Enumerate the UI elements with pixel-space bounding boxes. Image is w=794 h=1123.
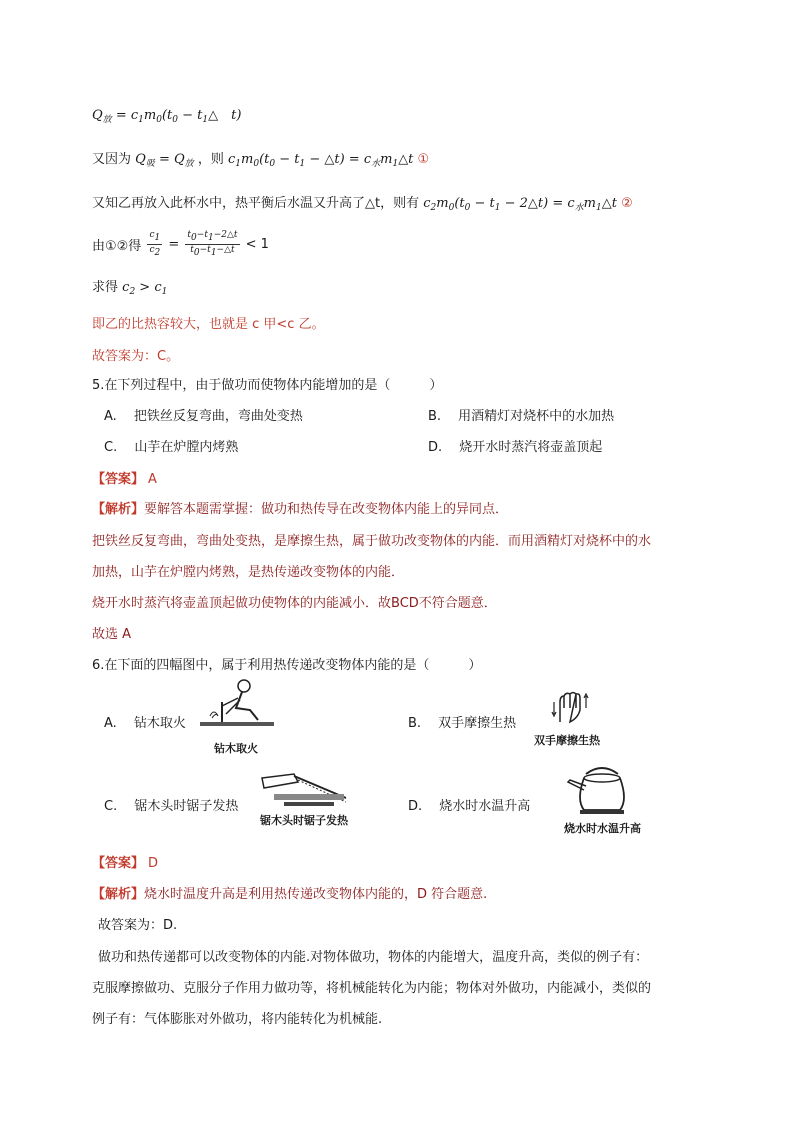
- formula-q-fang: $Q_放 = c_1m_0(t_0$ − $t_1\triangle$ t): [92, 108, 242, 125]
- drill-wood-fire-figure: [192, 676, 282, 734]
- q5-answer: 【答案】 A: [92, 472, 157, 487]
- sawing-wood-figure: [254, 768, 350, 812]
- q6-option-b: B. 双手摩擦生热: [408, 716, 517, 731]
- q6-answer: 【答案】 D: [92, 856, 159, 871]
- q6-option-d: D. 烧水时水温升高: [408, 799, 531, 814]
- caption-sawing-wood: 锯木头时锯子发热: [260, 814, 348, 827]
- circle-two: ②: [621, 196, 633, 211]
- question-6-stem: 6.在下面的四幅图中，属于利用热传递改变物体内能的是（ ）: [92, 658, 482, 673]
- q5-analysis-2: 把铁丝反复弯曲，弯曲处变热，是摩擦生热，属于做功改变物体的内能．而用酒精灯对烧杯中的水: [92, 534, 652, 549]
- q5-option-a: A. 把铁丝反复弯曲，弯曲处变热: [104, 409, 303, 424]
- q5-option-b: B. 用酒精灯对烧杯中的水加热: [428, 409, 615, 424]
- equation-line-1: 又因为 $Q_吸 = Q_放$ ，则 $c_1m_0(t_0 - t_1$ − △t) = $c_水m_1\triangle t$ ①: [92, 152, 430, 169]
- caption-drill-wood: 钻木取火: [214, 742, 258, 755]
- circle-one: ①: [417, 152, 430, 167]
- equation-line-4: 求得 $c_2 > c_1$: [92, 280, 168, 297]
- q5-analysis-1: 【解析】要解答本题需掌握：做功和热传导在改变物体内能上的异同点．: [92, 502, 509, 517]
- q6-explain-3: 例子有：气体膨胀对外做功，将内能转化为机械能.: [92, 1012, 383, 1027]
- caption-hands-rubbing: 双手摩擦生热: [534, 734, 600, 747]
- q6-conclusion: 故答案为：D.: [98, 918, 178, 933]
- equation-line-2: 又知乙再放入此杯水中，热平衡后水温又升高了△t，则有 $c_2m_0(t_0 - t_1$ − 2△t) = $c_水m_1\triangle t$ ②: [92, 196, 633, 213]
- equation-line-3: 由①②得 $\frac{c_1}{c_2}$ = $\frac{t_0-t_1-2\triangle t}{t_0-t_1-\triangle t}$ < 1: [92, 230, 269, 258]
- q6-option-a: A. 钻木取火: [104, 716, 186, 731]
- q6-analysis-1: 【解析】烧水时温度升高是利用热传递改变物体内能的，D 符合题意.: [92, 887, 488, 902]
- q5-analysis-4: 烧开水时蒸汽将壶盖顶起做功使物体的内能减小．故BCD不符合题意．: [92, 596, 497, 611]
- q6-explain-2: 克服摩擦做功、克服分子作用力做功等，将机械能转化为内能；物体对外做功，内能减小，类似的: [92, 981, 652, 996]
- hands-rubbing-figure: [548, 688, 596, 728]
- conclusion-line: 即乙的比热容较大，也就是 c 甲<c 乙。: [92, 317, 325, 332]
- q6-option-c: C. 锯木头时锯子发热: [104, 799, 239, 814]
- q5-option-d: D. 烧开水时蒸汽将壶盖顶起: [428, 440, 603, 455]
- q5-option-c: C. 山芋在炉膛内烤熟: [104, 440, 239, 455]
- kettle-figure: [562, 764, 642, 822]
- q5-conclusion: 故选 A: [92, 627, 132, 642]
- q5-analysis-3: 加热，山芋在炉膛内烤熟，是热传递改变物体的内能．: [92, 565, 405, 580]
- question-5-stem: 5.在下列过程中，由于做功而使物体内能增加的是（ ）: [92, 378, 443, 393]
- q6-explain-1: 做功和热传递都可以改变物体的内能.对物体做功，物体的内能增大，温度升高，类似的例子有：: [98, 950, 649, 965]
- caption-kettle: 烧水时水温升高: [564, 822, 641, 835]
- answer-line-4: 故答案为：C。: [92, 349, 180, 364]
